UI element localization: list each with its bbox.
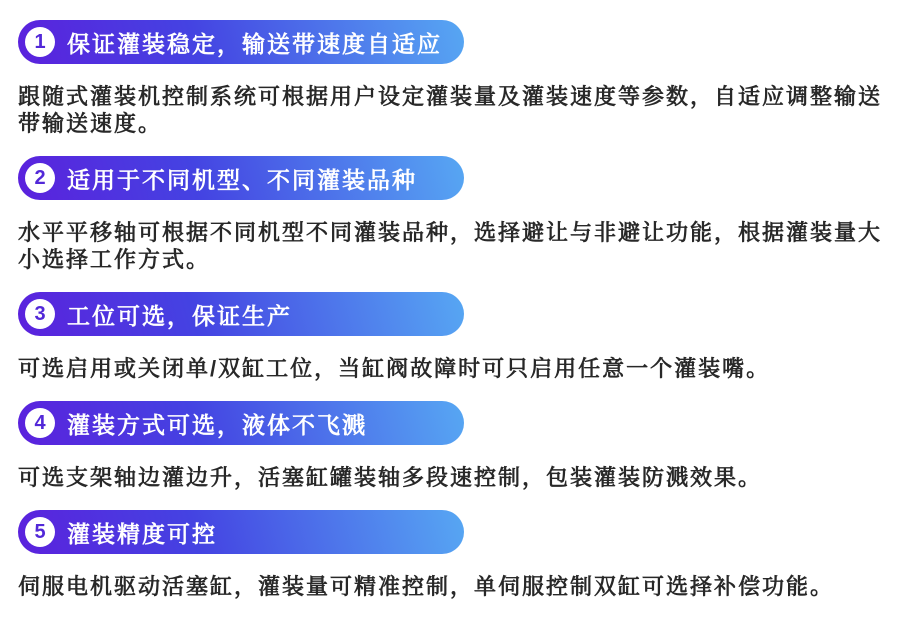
feature-section (18, 292, 882, 382)
feature-title: 灌装方式可选，液体不飞溅 (67, 411, 367, 438)
feature-description: 水平平移轴可根据不同机型不同灌装品种，选择避让与非避让功能，根据灌装量大小选择工作方式。 (18, 220, 883, 272)
feature-list (18, 20, 882, 600)
feature-description: 可选启用或关闭单/双缸工位，当缸阀故障时可只启用任意一个灌装嘴。 (18, 356, 771, 381)
feature-title: 适用于不同机型、不同灌装品种 (67, 166, 417, 193)
feature-number-circle: 5 (25, 517, 55, 547)
feature-number-circle: 3 (25, 299, 55, 329)
feature-section (18, 20, 882, 137)
feature-badge (18, 20, 464, 64)
feature-title: 保证灌装稳定，输送带速度自适应 (67, 30, 442, 57)
feature-title: 工位可选，保证生产 (67, 302, 292, 329)
feature-number-circle: 1 (25, 27, 55, 57)
feature-badge (18, 401, 464, 445)
feature-title: 灌装精度可控 (67, 520, 217, 547)
feature-badge (18, 292, 464, 336)
feature-number-circle: 2 (25, 163, 55, 193)
feature-section (18, 510, 882, 600)
feature-badge (18, 156, 464, 200)
feature-badge (18, 510, 464, 554)
feature-description: 可选支架轴边灌边升，活塞缸罐装轴多段速控制，包装灌装防溅效果。 (18, 465, 763, 490)
feature-description: 跟随式灌装机控制系统可根据用户设定灌装量及灌装速度等参数，自适应调整输送带输送速度。 (18, 84, 883, 136)
feature-number-circle: 4 (25, 408, 55, 438)
feature-section (18, 401, 882, 491)
feature-section (18, 156, 882, 273)
feature-description: 伺服电机驱动活塞缸，灌装量可精准控制，单伺服控制双缸可选择补偿功能。 (18, 574, 835, 599)
